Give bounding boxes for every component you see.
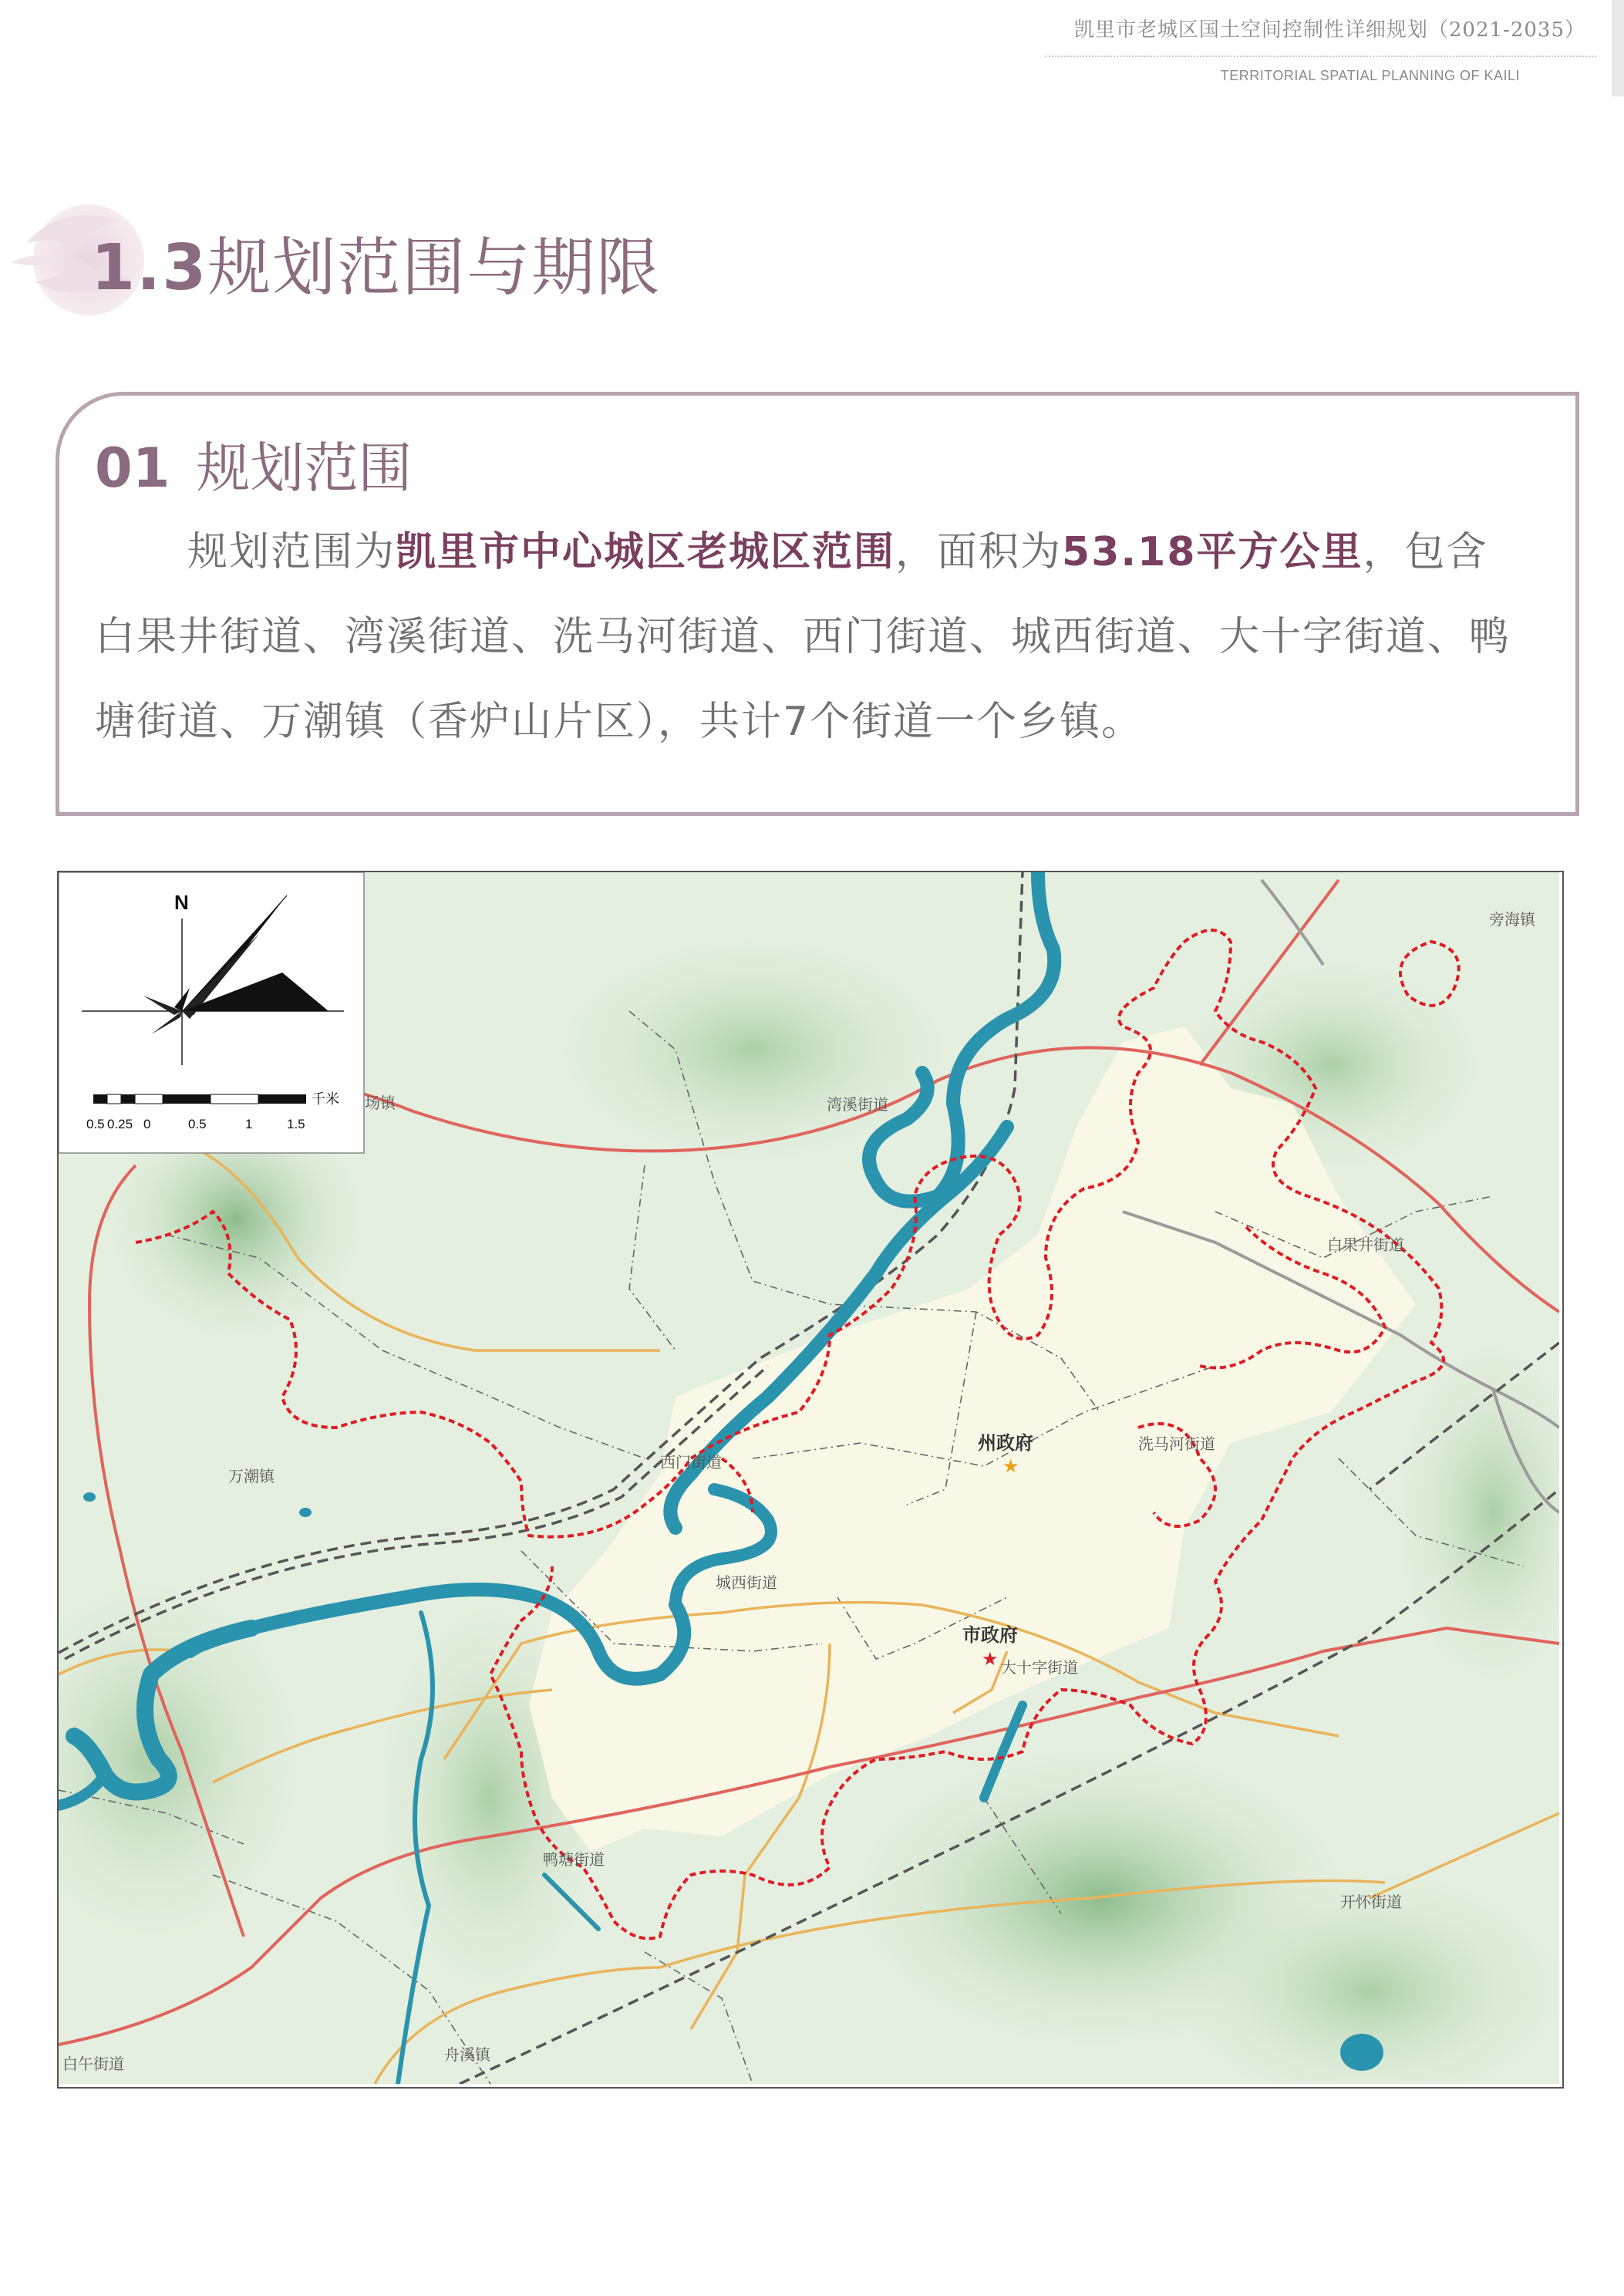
scope-text-intro: 规划范围为 <box>187 529 396 575</box>
label-baiguojing: 白果井街道 <box>1327 1236 1404 1254</box>
scope-area-value: 53.18平方公里 <box>1062 529 1363 575</box>
pond <box>299 1508 312 1517</box>
planning-map <box>57 871 1564 2089</box>
planning-scope-box <box>56 392 1579 816</box>
label-ximahe: 洗马河街道 <box>1138 1435 1215 1453</box>
scope-paragraph <box>95 510 1529 764</box>
scale-tick-label: 0 <box>143 1117 151 1131</box>
scope-number: 01 <box>95 437 170 500</box>
scale-tick-label: 1.5 <box>287 1117 305 1131</box>
label-ximen: 西门街道 <box>660 1453 722 1472</box>
scale-tick-label: 0.5 <box>86 1117 105 1131</box>
section-number: 1.3 <box>91 231 208 305</box>
document-subtitle: TERRITORIAL SPATIAL PLANNING OF KAILI <box>1220 68 1520 83</box>
header-divider <box>1045 56 1596 57</box>
planning-map-canvas <box>59 872 1559 2084</box>
scale-unit: 千米 <box>312 1091 339 1107</box>
document-title: 凯里市老城区国土空间控制性详细规划（2021-2035） <box>1073 19 1585 42</box>
north-label: N <box>174 891 189 914</box>
scale-tick-label: 0.5 <box>188 1117 207 1131</box>
scope-text-rest: 包含白果井街道、湾溪街道、洗马河街道、西门街道、城西街道、大十字街道、鸭塘街道、万潮镇（香炉山片区），共计7个街道一个乡镇。 <box>95 529 1511 745</box>
label-kaihuai: 开怀街道 <box>1340 1893 1402 1911</box>
section-title-text: 规划范围与期限 <box>207 231 662 305</box>
pond <box>83 1492 96 1502</box>
scope-area-name: 凯里市中心城区老城区范围 <box>396 529 896 575</box>
scale-tick-label: 0.25 <box>107 1117 133 1131</box>
scale-tick-label: 1 <box>245 1117 253 1131</box>
label-wanxi: 湾溪街道 <box>827 1095 888 1114</box>
compass-inset <box>59 872 364 1153</box>
label-zhouxi: 舟溪镇 <box>444 2045 490 2064</box>
page-edge-bar <box>1612 0 1624 96</box>
scope-text-after-value: ， <box>1363 529 1405 575</box>
scope-text-mid: ，面积为 <box>895 529 1063 575</box>
label-baiwu: 白午街道 <box>62 2055 124 2073</box>
scope-heading <box>95 425 412 503</box>
scope-heading-text: 规划范围 <box>196 437 413 500</box>
label-chang: 场镇 <box>365 1094 396 1112</box>
lake <box>1340 2034 1383 2071</box>
label-chengxi: 城西街道 <box>716 1573 777 1592</box>
label-panghai: 旁海镇 <box>1489 910 1535 929</box>
label-wanchao: 万潮镇 <box>228 1467 275 1485</box>
label-dashizi: 大十字街道 <box>1001 1658 1078 1677</box>
label-yatang: 鸭塘街道 <box>543 1850 605 1869</box>
label-zhouzhengfu: 州政府 <box>978 1432 1033 1454</box>
star-icon: ★ <box>1002 1455 1019 1477</box>
label-shizhengfu: 市政府 <box>962 1624 1018 1646</box>
star-icon: ★ <box>982 1648 999 1670</box>
section-title <box>91 217 661 308</box>
